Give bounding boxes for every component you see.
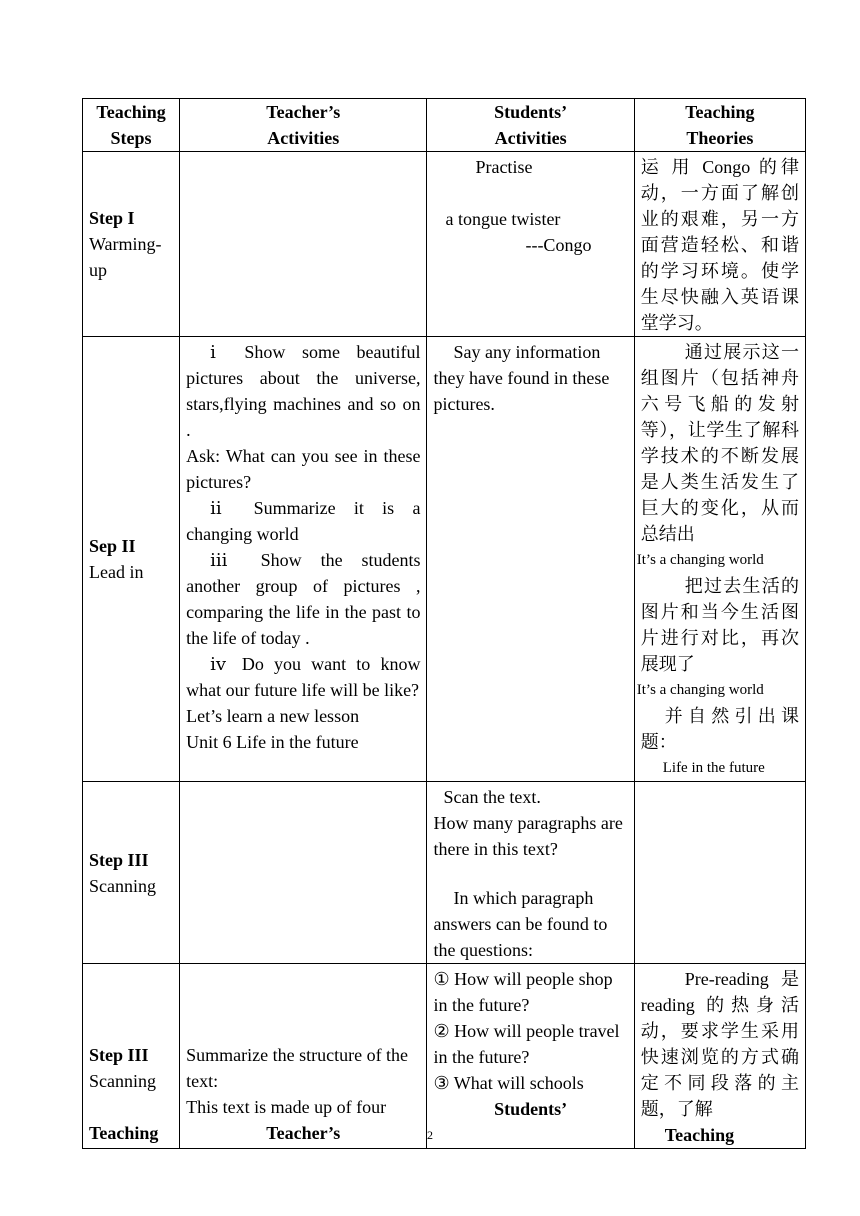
theory-text: 通过展示这一组图片（包括神舟六号飞船的发射等），让学生了解科学技术的不断发展是人类生活发生了巨大的变化，从而总结出 bbox=[640, 342, 799, 544]
theory-text: Teaching bbox=[664, 1125, 735, 1145]
step-cell bbox=[83, 964, 180, 1149]
theory-cell bbox=[634, 337, 805, 782]
theory-text: Life in the future bbox=[662, 760, 765, 776]
header-steps-line2: Steps bbox=[110, 128, 152, 148]
step-extra: Teaching bbox=[89, 1123, 159, 1143]
header-teacher-line1: Teacher’s bbox=[266, 102, 341, 122]
students-line: ② How will people travel in the future? bbox=[433, 1021, 620, 1067]
teacher-line: ⅱ Summarize it is a changing world bbox=[186, 498, 421, 544]
step-cell bbox=[83, 337, 180, 782]
students-activities-cell bbox=[427, 337, 634, 782]
header-teachers-activities bbox=[180, 99, 427, 152]
teacher-line: This text is made up of four bbox=[186, 1097, 387, 1117]
header-steps-line1: Teaching bbox=[96, 102, 166, 122]
header-theories-line1: Teaching bbox=[685, 102, 755, 122]
table-header-row bbox=[83, 99, 806, 152]
teacher-line: Summarize the structure of the text: bbox=[186, 1045, 409, 1091]
teacher-line: ⅳ Do you want to know what our future life will be like? bbox=[186, 654, 421, 700]
header-teacher-line2: Activities bbox=[267, 128, 340, 148]
step-cell bbox=[83, 152, 180, 337]
theory-text: Pre-reading 是 reading 的热身活动，要求学生采用快速浏览的方式确定不同段落的主题，了解 bbox=[640, 969, 799, 1119]
students-line: How many paragraphs are there in this text? bbox=[433, 813, 623, 859]
theory-text: It’s a changing world bbox=[636, 552, 764, 568]
theory-cell bbox=[634, 964, 805, 1149]
theory-text: 运 用 Congo 的律动，一方面了解创业的艰难，另一方面营造轻松、和谐的学习环境。使学生尽快融入英语课堂学习。 bbox=[640, 157, 799, 333]
students-line: ---Congo bbox=[525, 235, 592, 255]
teacher-line: ⅲ Show the students another group of pictures , comparing the life in the past to the life of today . bbox=[186, 550, 421, 648]
step-title: Step III bbox=[89, 1045, 149, 1065]
header-students-activities bbox=[427, 99, 634, 152]
page-number: 2 bbox=[427, 1128, 433, 1142]
theory-text: 把过去生活的图片和当今生活图片进行对比，再次展现了 bbox=[640, 576, 799, 674]
header-students-line2: Activities bbox=[494, 128, 567, 148]
students-activities-cell bbox=[427, 964, 634, 1149]
students-line: Practise bbox=[475, 157, 533, 177]
theory-cell bbox=[634, 782, 805, 964]
step-subtitle: Lead in bbox=[89, 562, 144, 582]
step-title: Sep II bbox=[89, 536, 136, 556]
step-subtitle-line2: up bbox=[89, 260, 107, 280]
teacher-activities-cell bbox=[180, 337, 427, 782]
step-subtitle: Scanning bbox=[89, 875, 156, 896]
students-activities-cell bbox=[427, 152, 634, 337]
table-row bbox=[83, 337, 806, 782]
teacher-activities-cell bbox=[180, 782, 427, 964]
teacher-line: Unit 6 Life in the future bbox=[186, 732, 359, 752]
lesson-plan-table bbox=[82, 98, 806, 1149]
theory-text: It’s a changing world bbox=[636, 682, 764, 698]
students-line: a tongue twister bbox=[445, 209, 561, 229]
students-line: ③ What will schools bbox=[433, 1073, 584, 1093]
students-line: Say any information they have found in these pictures. bbox=[433, 342, 610, 414]
step-cell bbox=[83, 782, 180, 964]
theory-text: 并自然引出课题： bbox=[640, 706, 799, 752]
students-line: Scan the text. bbox=[443, 787, 541, 807]
table-row bbox=[83, 152, 806, 337]
step-title: Step I bbox=[89, 208, 135, 228]
students-line: ① How will people shop in the future? bbox=[433, 969, 613, 1015]
teacher-activities-cell bbox=[180, 152, 427, 337]
teacher-line: Let’s learn a new lesson bbox=[186, 706, 360, 726]
header-students-line1: Students’ bbox=[494, 102, 568, 122]
header-teaching-steps bbox=[83, 99, 180, 152]
table-row bbox=[83, 782, 806, 964]
teacher-line: Ask: What can you see in these pictures? bbox=[186, 446, 421, 492]
step-subtitle-line1: Warming- bbox=[89, 234, 162, 254]
students-line: Students’ bbox=[494, 1099, 568, 1119]
teacher-line: Teacher’s bbox=[266, 1123, 341, 1143]
students-activities-cell bbox=[427, 782, 634, 964]
theory-cell bbox=[634, 152, 805, 337]
header-teaching-theories bbox=[634, 99, 805, 152]
teacher-line: ⅰ Show some beautiful pictures about the universe, stars,flying machines and so on . bbox=[186, 342, 421, 440]
header-theories-line2: Theories bbox=[686, 128, 754, 148]
table-row bbox=[83, 964, 806, 1149]
students-line: In which paragraph answers can be found to the questions: bbox=[433, 888, 608, 960]
step-title: Step III bbox=[89, 849, 149, 870]
teacher-activities-cell bbox=[180, 964, 427, 1149]
step-subtitle: Scanning bbox=[89, 1071, 156, 1091]
